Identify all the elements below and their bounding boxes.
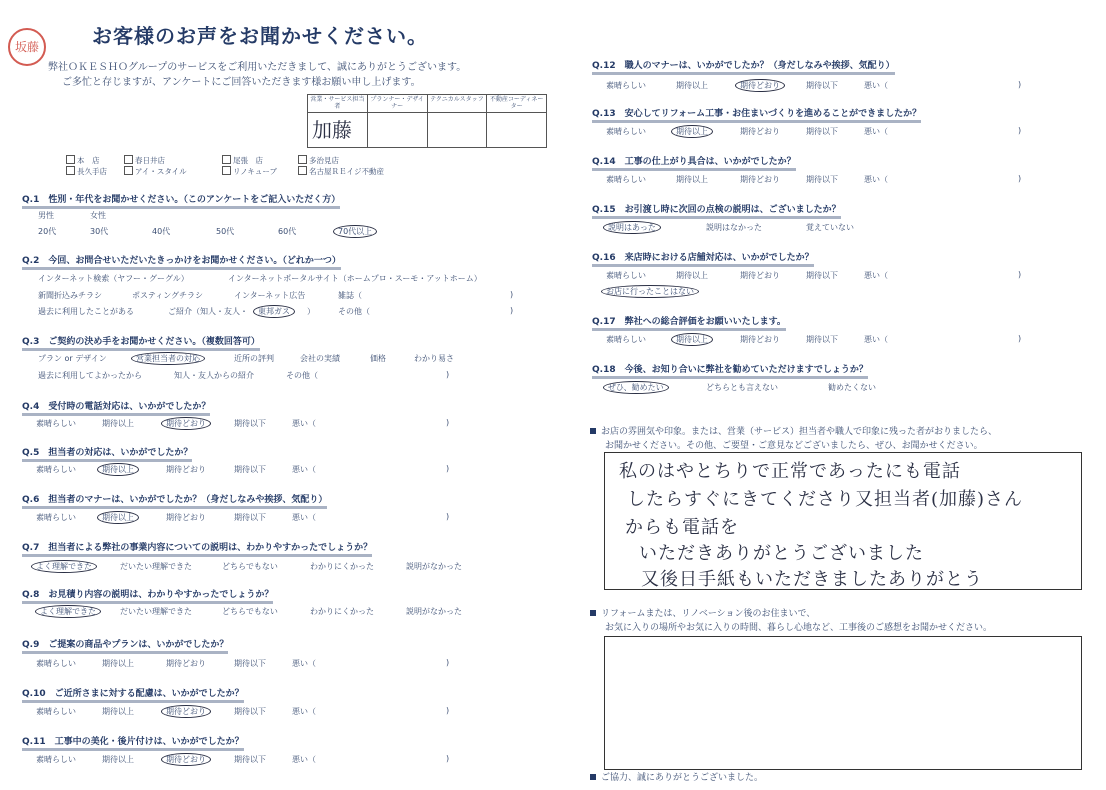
rating-option[interactable]: 素晴らしい: [36, 659, 76, 668]
rating-option[interactable]: 素晴らしい: [36, 513, 76, 522]
rating-option-selected[interactable]: 期待どおり: [166, 418, 211, 429]
rating-option[interactable]: 期待以下: [806, 127, 838, 136]
checkbox-icon[interactable]: [298, 166, 307, 175]
rating-option[interactable]: 悪い（: [292, 513, 316, 522]
rating-option[interactable]: 素晴らしい: [606, 271, 646, 280]
rating-option[interactable]: 悪い（: [864, 175, 888, 184]
paren-close: ): [446, 370, 450, 379]
rating-option[interactable]: 悪い（: [864, 271, 888, 280]
question-title: Q.5 担当者の対応は、いかがでしたか？: [22, 445, 192, 458]
rating-option[interactable]: 素晴らしい: [606, 175, 646, 184]
understand-option[interactable]: どちらでもない: [222, 562, 278, 571]
rating-option[interactable]: 期待以上: [676, 271, 708, 280]
option[interactable]: 会社の実績: [300, 354, 340, 363]
rating-option-selected[interactable]: 期待どおり: [740, 80, 785, 91]
option-selected[interactable]: お店に行ったことはない: [606, 286, 699, 297]
question-title: Q.1 性別・年代をお聞かせください。（このアンケートをご記入いただく方）: [22, 192, 340, 205]
handwritten-line-4: いただきありがとうございました: [639, 543, 924, 564]
store-option[interactable]: 本 店: [66, 155, 100, 166]
rating-option[interactable]: 素晴らしい: [36, 707, 76, 716]
rating-option[interactable]: 期待以下: [234, 419, 266, 428]
rating-option[interactable]: 期待以下: [806, 81, 838, 90]
handwritten-line-1: 私のはやとちりで正常であったにも電話: [619, 461, 961, 482]
store-option[interactable]: 名古屋ＲＥイジ不動産: [298, 166, 384, 177]
store-option[interactable]: リノキューブ: [222, 166, 277, 177]
understand-option[interactable]: だいたい理解できた: [120, 562, 192, 571]
rating-option[interactable]: 期待以下: [234, 465, 266, 474]
rating-option[interactable]: 素晴らしい: [36, 419, 76, 428]
question-title: Q.17 弊社への総合評価をお願いいたします。: [592, 314, 786, 327]
paren-close: ): [446, 706, 450, 715]
question-title: Q.4 受付時の電話対応は、いかがでしたか？: [22, 399, 210, 412]
rating-option[interactable]: 期待以下: [806, 271, 838, 280]
rating-option[interactable]: 期待どおり: [740, 335, 780, 344]
page-title: お客様のお声をお聞かせください。: [92, 24, 428, 48]
option[interactable]: 価格: [370, 354, 386, 363]
option-age[interactable]: 40代: [152, 227, 171, 236]
option[interactable]: その他（: [338, 307, 370, 316]
option[interactable]: ご紹介（知人・友人・: [168, 307, 248, 316]
rating-option[interactable]: 期待以下: [234, 513, 266, 522]
paren-close: ): [1018, 334, 1022, 343]
rating-option[interactable]: 期待以上: [676, 81, 708, 90]
checkbox-icon[interactable]: [222, 155, 231, 164]
checkbox-icon[interactable]: [124, 155, 133, 164]
paren-close: ): [510, 306, 514, 315]
question-title: Q.3 ご契約の決め手をお聞かせください。（複数回答可）: [22, 334, 260, 347]
option-selected[interactable]: 説明はあった: [608, 222, 661, 233]
handwritten-line-2: したらすぐにきてくださり又担当者(加藤)さん: [627, 489, 1024, 510]
understand-option[interactable]: だいたい理解できた: [120, 607, 192, 616]
question-title: Q.10 ご近所さまに対する配慮は、いかがでしたか？: [22, 686, 244, 699]
understand-option-selected[interactable]: よく理解できた: [40, 606, 101, 617]
option-age[interactable]: 60代: [278, 227, 297, 236]
option[interactable]: 知人・友人からの紹介: [174, 371, 254, 380]
checkbox-icon[interactable]: [222, 166, 231, 175]
question-title: Q.2 今回、お問合せいただいたきっかけをお聞かせください。（どれか一つ）: [22, 253, 341, 266]
paren-close: ): [1018, 174, 1022, 183]
paren-close: ): [446, 658, 450, 667]
rating-option[interactable]: 期待以上: [102, 707, 134, 716]
store-option[interactable]: 長久手店: [66, 166, 107, 177]
rating-option[interactable]: 期待どおり: [166, 513, 206, 522]
rating-option[interactable]: 期待どおり: [740, 175, 780, 184]
option-age[interactable]: 30代: [90, 227, 109, 236]
option[interactable]: その他（: [286, 371, 318, 380]
question-title: Q.11 工事中の美化・後片付けは、いかがでしたか？: [22, 734, 244, 747]
rating-option[interactable]: 素晴らしい: [36, 755, 76, 764]
option[interactable]: 新聞折込みチラシ: [38, 291, 102, 300]
rating-option-selected[interactable]: 期待以上: [676, 334, 713, 345]
rating-option[interactable]: 悪い（: [864, 81, 888, 90]
question-title: Q.15 お引渡し時に次回の点検の説明は、ございましたか？: [592, 202, 841, 215]
checkbox-icon[interactable]: [298, 155, 307, 164]
rating-option[interactable]: 悪い（: [292, 707, 316, 716]
comment-prompt-2b: お気に入りの場所やお気に入りの時間、暮らし心地など、工事後のご感想をお聞かせください。: [605, 623, 993, 633]
question-title: Q.18 今後、お知り合いに弊社を勧めていただけますでしょうか？: [592, 362, 868, 375]
rating-option[interactable]: 期待どおり: [166, 465, 206, 474]
paren-close: ): [1018, 126, 1022, 135]
store-option[interactable]: アイ・スタイル: [124, 166, 187, 177]
paren-close: ): [446, 512, 450, 521]
question-title: Q.16 来店時における店舗対応は、いかがでしたか？: [592, 250, 814, 263]
rating-option[interactable]: 悪い（: [864, 335, 888, 344]
rating-option[interactable]: 素晴らしい: [36, 465, 76, 474]
option[interactable]: インターネットポータルサイト（ホームプロ・スーモ・アットホーム）: [228, 274, 482, 283]
option[interactable]: 近所の評判: [234, 354, 274, 363]
store-option[interactable]: 多治見店: [298, 155, 339, 166]
rating-option[interactable]: 期待以下: [234, 707, 266, 716]
rating-option-selected[interactable]: 期待以上: [676, 126, 713, 137]
handwritten-line-3: からも電話を: [625, 517, 739, 538]
rating-option[interactable]: 期待どおり: [166, 659, 206, 668]
rating-option[interactable]: 期待以下: [234, 755, 266, 764]
intro-line-2: ご多忙と存じますが、アンケートにご回答いただきます様お願い申し上げます。: [62, 77, 421, 88]
rating-option-selected[interactable]: 期待以上: [102, 464, 139, 475]
understand-option[interactable]: 説明がなかった: [406, 607, 462, 616]
rating-option[interactable]: 悪い（: [292, 755, 316, 764]
rating-option[interactable]: 悪い（: [292, 465, 316, 474]
staff-sales-name[interactable]: 加藤: [312, 118, 352, 142]
option[interactable]: わかり易さ: [414, 354, 454, 363]
question-title: Q.9 ご提案の商品やプランは、いかがでしたか？: [22, 637, 228, 650]
paren-close: ): [1018, 80, 1022, 89]
option[interactable]: 過去に利用したことがある: [38, 307, 134, 316]
rating-option[interactable]: 期待どおり: [740, 127, 780, 136]
rating-option[interactable]: 期待以上: [676, 175, 708, 184]
rating-option[interactable]: 期待以下: [806, 335, 838, 344]
question-title: Q.13 安心してリフォーム工事・お住まいづくりを進めることができましたか？: [592, 106, 921, 119]
question-title: Q.14 工事の仕上がり具合は、いかがでしたか？: [592, 154, 796, 167]
question-title: Q.8 お見積り内容の説明は、わかりやすかったでしょうか？: [22, 587, 273, 600]
rating-option[interactable]: 悪い（: [292, 419, 316, 428]
bullet-square-icon: [590, 774, 596, 780]
bullet-square-icon: [590, 428, 596, 434]
option-age-selected[interactable]: 70代以上: [338, 226, 377, 237]
checkbox-icon[interactable]: [66, 155, 75, 164]
rating-option[interactable]: 期待どおり: [740, 271, 780, 280]
paren-close: ): [1018, 270, 1022, 279]
checkbox-icon[interactable]: [66, 166, 75, 175]
option-selected[interactable]: 東邦ガス: [258, 306, 295, 317]
rating-option[interactable]: 期待以上: [102, 755, 134, 764]
option-male[interactable]: 男性: [38, 211, 54, 220]
staff-col-realestate: [487, 95, 546, 147]
paren-close: ): [446, 754, 450, 763]
paren-close: ): [510, 290, 514, 299]
option-age[interactable]: 50代: [216, 227, 235, 236]
option[interactable]: 説明はなかった: [706, 223, 762, 232]
option[interactable]: 覚えていない: [806, 223, 854, 232]
comment-box-1[interactable]: [604, 452, 1082, 590]
rating-option[interactable]: 期待以上: [102, 659, 134, 668]
staff-col-planner: [368, 95, 428, 147]
store-option[interactable]: 春日井店: [124, 155, 165, 166]
store-option[interactable]: 尾張 店: [222, 155, 263, 166]
rating-option[interactable]: 期待以下: [806, 175, 838, 184]
comment-prompt-1b: お聞かせください。その他、ご要望・ご意見などございましたら、ぜひ、お聞かせください。: [605, 441, 983, 451]
rating-option[interactable]: 期待以上: [102, 419, 134, 428]
understand-option-selected[interactable]: よく理解できた: [36, 561, 97, 572]
checkbox-icon[interactable]: [124, 166, 133, 175]
rating-option[interactable]: 期待以下: [234, 659, 266, 668]
understand-option[interactable]: 説明がなかった: [406, 562, 462, 571]
rating-option[interactable]: 素晴らしい: [606, 81, 646, 90]
option-age[interactable]: 20代: [38, 227, 57, 236]
rating-option-selected[interactable]: 期待どおり: [166, 706, 211, 717]
staff-col-technical: [428, 95, 488, 147]
paren-close: ): [446, 418, 450, 427]
staff-header-sales: 営業・サービス担当者: [308, 95, 367, 113]
comment-prompt-1: お店の雰囲気や印象。または、営業（サービス）担当者や職人で印象に残った者がおりましたら、: [590, 424, 997, 437]
staff-header-technical: テクニカルスタッフ: [428, 95, 487, 113]
staff-header-realestate: 不動産コーディネーター: [487, 95, 546, 113]
option[interactable]: ポスティングチラシ: [132, 291, 204, 300]
option-selected[interactable]: ぜひ、勧めたい: [608, 382, 669, 393]
option[interactable]: プラン or デザイン: [38, 354, 107, 363]
handwritten-line-5: 又後日手紙もいただきましたありがとう: [641, 569, 983, 590]
understand-option[interactable]: わかりにくかった: [310, 562, 374, 571]
rating-option-selected[interactable]: 期待どおり: [166, 754, 211, 765]
rating-option[interactable]: 素晴らしい: [606, 127, 646, 136]
question-title: Q.6 担当者のマナーは、いかがでしたか？（身だしなみや挨拶、気配り）: [22, 492, 327, 505]
option-selected[interactable]: 営業担当者の対応: [136, 353, 205, 364]
option-female[interactable]: 女性: [90, 211, 106, 220]
rating-option[interactable]: 悪い（: [864, 127, 888, 136]
company-seal-stamp: 坂藤: [8, 28, 46, 66]
staff-col-sales: [308, 95, 368, 147]
comment-box-2[interactable]: [604, 636, 1082, 770]
option[interactable]: どちらとも言えない: [706, 383, 778, 392]
option[interactable]: インターネット検索（ヤフー・グーグル）: [38, 274, 189, 283]
rating-option[interactable]: 悪い（: [292, 659, 316, 668]
paren-close: ）: [307, 307, 315, 316]
understand-option[interactable]: わかりにくかった: [310, 607, 374, 616]
option[interactable]: 雑誌（: [338, 291, 362, 300]
understand-option[interactable]: どちらでもない: [222, 607, 278, 616]
question-title: Q.12 職人のマナーは、いかがでしたか？（身だしなみや挨拶、気配り）: [592, 58, 895, 71]
option[interactable]: 勧めたくない: [828, 383, 876, 392]
rating-option[interactable]: 素晴らしい: [606, 335, 646, 344]
comment-prompt-2: リフォームまたは、リノベーション後のお住まいで、: [590, 606, 815, 619]
staff-header-planner: プランナー・デザイナー: [368, 95, 427, 113]
rating-option-selected[interactable]: 期待以上: [102, 512, 139, 523]
option[interactable]: インターネット広告: [234, 291, 306, 300]
option[interactable]: 過去に利用してよかったから: [38, 371, 142, 380]
question-title: Q.7 担当者による弊社の事業内容についての説明は、わかりやすかったでしょうか？: [22, 540, 372, 553]
paren-close: ): [446, 464, 450, 473]
intro-line-1: 弊社ＯＫＥＳＨＯグループのサービスをご利用いただきまして、誠にありがとうございます。: [48, 62, 467, 73]
thanks-note: ご協力、誠にありがとうございました。: [590, 770, 763, 783]
staff-table: [307, 94, 547, 148]
bullet-square-icon: [590, 610, 596, 616]
